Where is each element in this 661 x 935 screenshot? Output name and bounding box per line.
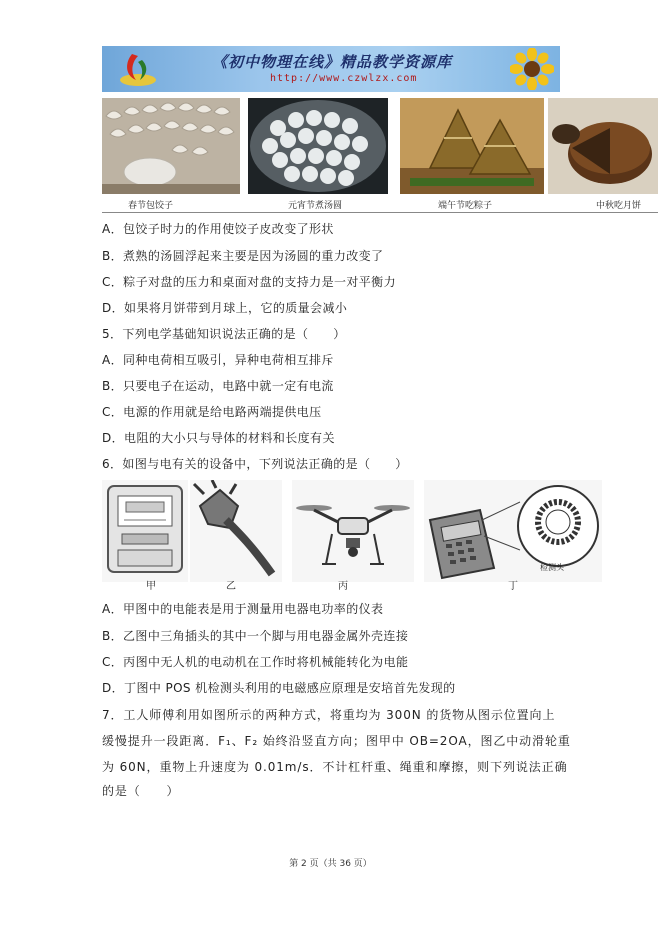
q6-stem: 6．如图与电有关的设备中，下列说法正确的是（ ） [102,457,408,471]
q5-stem: 5．下列电学基础知识说法正确的是（ ） [102,327,346,341]
logo-icon [118,50,158,88]
figure-plug [190,480,282,582]
figure-label-jia: 甲 [146,581,156,592]
q6-option-b: B．乙图中三角插头的其中一个脚与用电器金属外壳连接 [102,629,409,643]
q6-option-a: A．甲图中的电能表是用于测量用电器电功率的仪表 [102,602,384,616]
q7-line-1: 7．工人师傅利用如图所示的两种方式，将重均为 300N 的货物从图示位置向上 [102,708,556,722]
page-number: 第 2 页（共 36 页） [289,859,372,869]
q5-option-d: D．电阻的大小只与导体的材料和长度有关 [102,431,335,445]
caption-zongzi: 端午节吃粽子 [438,201,493,211]
figure-pos-machine [424,480,602,582]
q4-option-a: A．包饺子时力的作用使饺子皮改变了形状 [102,222,334,236]
photo-dumplings [102,98,240,194]
q7-line-2: 缓慢提升一段距离．F₁、F₂ 始终沿竖直方向；图甲中 OB=2OA，图乙中动滑轮重 [102,734,571,748]
q5-option-a: A．同种电荷相互吸引，异种电荷相互排斥 [102,353,334,367]
caption-tangyuan: 元宵节煮汤圆 [288,201,343,211]
figure-energy-meter [102,480,188,582]
sunflower-icon [510,48,554,90]
figure-label-bing: 丙 [338,581,348,592]
q5-option-b: B．只要电子在运动，电路中就一定有电流 [102,379,334,393]
q6-option-c: C．丙图中无人机的电动机在工作时将机械能转化为电能 [102,655,409,669]
q7-line-4: 的是（ ） [102,784,180,798]
caption-dumplings: 春节包饺子 [128,201,174,211]
pos-callout-label: 检测头 [540,563,564,572]
q4-option-d: D．如果将月饼带到月球上，它的质量会减小 [102,301,348,315]
figure-drone [292,480,414,582]
banner-url[interactable]: http://www.czwlzx.com [270,73,418,84]
figure-label-yi: 乙 [226,581,236,592]
figure-label-ding: 丁 [508,581,518,592]
q4-option-c: C．粽子对盘的压力和桌面对盘的支持力是一对平衡力 [102,275,396,289]
photo-tangyuan [248,98,388,194]
header-banner [102,46,560,92]
q5-option-c: C．电源的作用就是给电路两端提供电压 [102,405,322,419]
photo-zongzi [400,98,544,194]
photo-mooncake [548,98,658,194]
caption-mooncake: 中秋吃月饼 [596,201,642,211]
q7-line-3: 为 60N，重物上升速度为 0.01m/s．不计杠杆重、绳重和摩擦，则下列说法正确 [102,760,568,774]
banner-title: 《初中物理在线》精品教学资源库 [212,53,453,71]
caption-divider [102,212,658,213]
q4-option-b: B．煮熟的汤圆浮起来主要是因为汤圆的重力改变了 [102,249,384,263]
q6-option-d: D．丁图中 POS 机检测头利用的电磁感应原理是安培首先发现的 [102,681,456,695]
